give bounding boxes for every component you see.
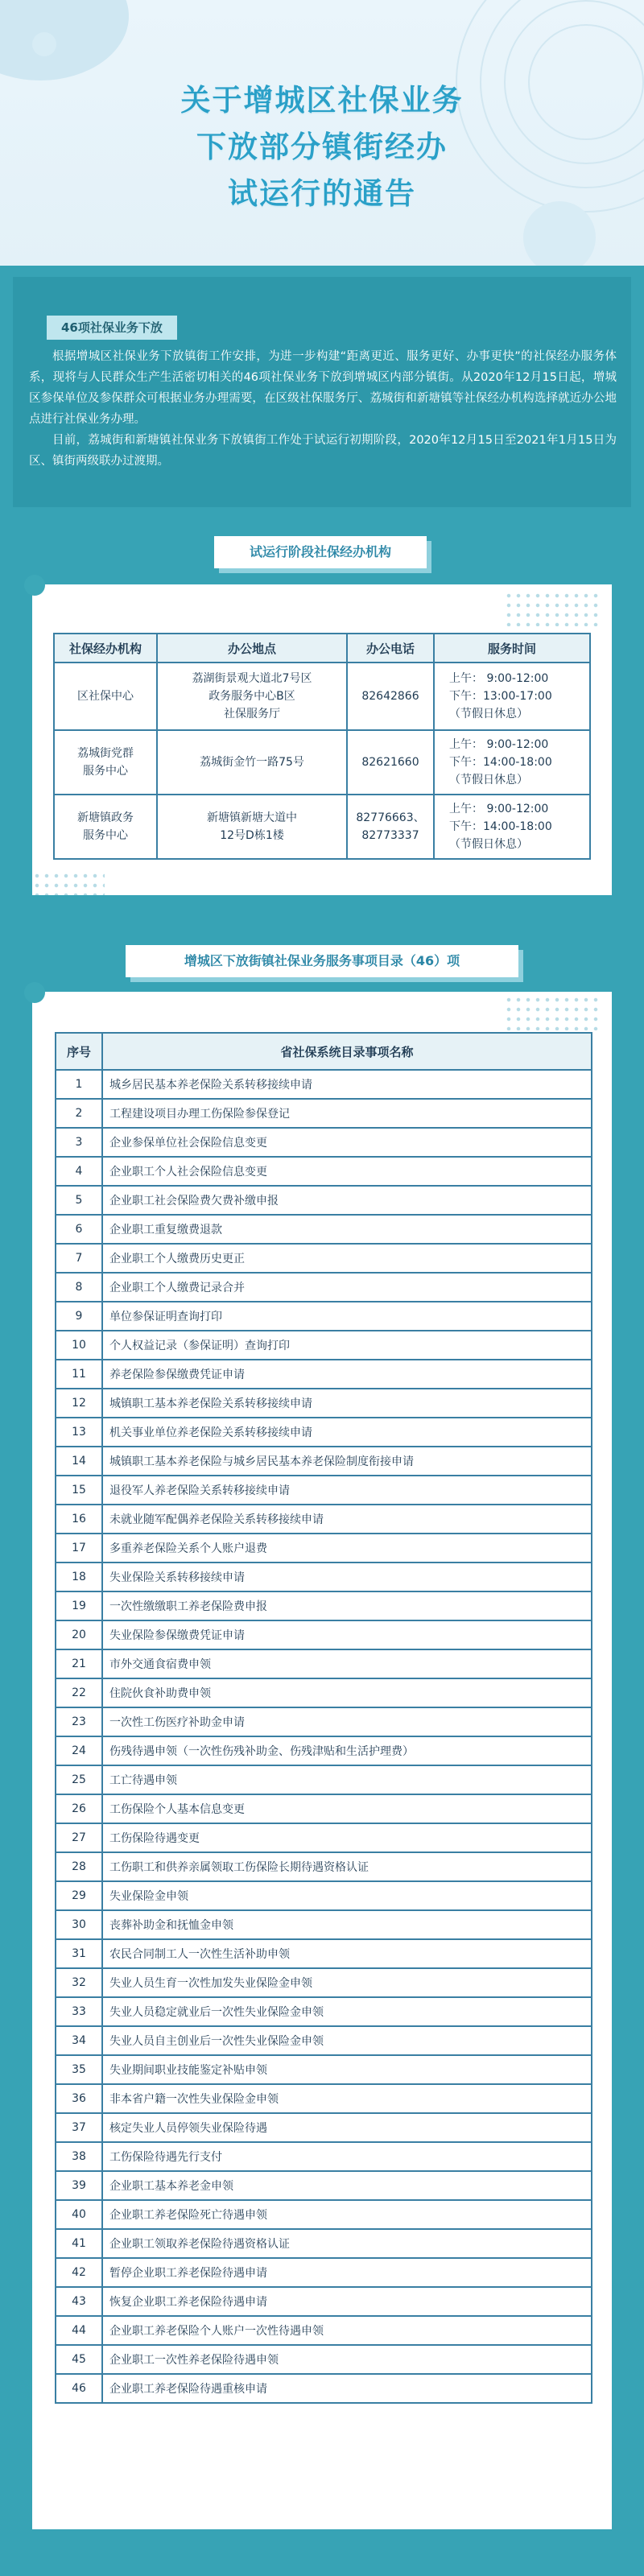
decor-dot xyxy=(24,575,45,596)
office-name xyxy=(54,795,157,859)
item-number: 39 xyxy=(56,2171,102,2200)
item-number: 46 xyxy=(56,2374,102,2403)
table-header: 省社保系统目录事项名称 xyxy=(102,1033,592,1070)
decor-dots xyxy=(504,591,601,626)
item-name: 城乡居民基本养老保险关系转移接续申请 xyxy=(102,1070,592,1099)
cell-line: 荔湖街景观大道北7号区 xyxy=(192,672,312,685)
item-number: 40 xyxy=(56,2200,102,2229)
intro-paragraph: 根据增城区社保业务下放镇街工作安排，为进一步构建“距离更近、服务更好、办事更快”的社保经办服务体系，现将与人民群众生产生活密切相关的46项社保业务下放到增城区内部分镇街。从2020年12月15日起，增城区参保单位及参保群众可根据业务办理需要，在区级社保服务厅、荔城街和新塘镇等社保经办机构选择就近办公地点进行社保业务办理。 xyxy=(29,350,617,426)
item-name: 失业保险参保缴费凭证申请 xyxy=(102,1620,592,1649)
table-row xyxy=(56,2171,592,2200)
item-name: 企业职工个人社会保险信息变更 xyxy=(102,1157,592,1186)
item-name: 非本省户籍一次性失业保险金申领 xyxy=(102,2084,592,2113)
cell-line: 82621660 xyxy=(361,756,419,769)
cell-line: 下午：14:00-18:00 xyxy=(449,820,552,833)
item-number: 6 xyxy=(56,1215,102,1244)
item-name: 一次性缴缴职工养老保险费申报 xyxy=(102,1591,592,1620)
table-row xyxy=(56,1852,592,1881)
offices-card xyxy=(32,584,612,895)
items-card xyxy=(32,992,612,2529)
table-row xyxy=(56,2258,592,2287)
item-number: 18 xyxy=(56,1563,102,1591)
item-number: 4 xyxy=(56,1157,102,1186)
table-row xyxy=(56,2374,592,2403)
table-row xyxy=(56,1534,592,1563)
cell-line: 服务中心 xyxy=(83,829,128,842)
title-line: 试运行的通告 xyxy=(228,176,416,211)
item-number: 30 xyxy=(56,1910,102,1939)
table-row xyxy=(54,730,590,795)
decor-dot xyxy=(32,32,56,56)
cell-line: 上午： 9:00-12:00 xyxy=(449,738,549,751)
table-row xyxy=(56,1244,592,1273)
table-row xyxy=(56,1302,592,1331)
item-number: 28 xyxy=(56,1852,102,1881)
table-row xyxy=(56,1128,592,1157)
cell-line: 服务中心 xyxy=(83,765,128,778)
item-name: 养老保险参保缴费凭证申请 xyxy=(102,1360,592,1389)
cell-line: （节假日休息） xyxy=(449,774,528,786)
item-name: 核定失业人员停领失业保险待遇 xyxy=(102,2113,592,2142)
item-name: 农民合同制工人一次性生活补助申领 xyxy=(102,1939,592,1968)
item-name: 失业保险关系转移接续申请 xyxy=(102,1563,592,1591)
item-name: 市外交通食宿费申领 xyxy=(102,1649,592,1678)
office-hours xyxy=(434,730,590,795)
table-row xyxy=(56,1881,592,1910)
table-row xyxy=(56,2055,592,2084)
item-number: 36 xyxy=(56,2084,102,2113)
item-name: 企业职工社会保险费欠费补缴申报 xyxy=(102,1186,592,1215)
table-row xyxy=(56,1794,592,1823)
item-name: 失业人员生育一次性加发失业保险金申领 xyxy=(102,1968,592,1997)
table-row xyxy=(56,1418,592,1447)
item-number: 21 xyxy=(56,1649,102,1678)
title-line: 关于增城区社保业务 xyxy=(180,83,464,118)
table-header: 社保经办机构 xyxy=(54,634,157,663)
item-number: 42 xyxy=(56,2258,102,2287)
cell-line: 荔城街党群 xyxy=(77,747,134,760)
cell-line: 82773337 xyxy=(361,829,419,842)
item-number: 10 xyxy=(56,1331,102,1360)
item-number: 41 xyxy=(56,2229,102,2258)
intro-panel xyxy=(13,277,631,507)
item-name: 企业职工一次性养老保险待遇申领 xyxy=(102,2345,592,2374)
item-number: 29 xyxy=(56,1881,102,1910)
table-row xyxy=(56,1476,592,1505)
table-row xyxy=(56,1939,592,1968)
office-hours xyxy=(434,795,590,859)
intro-tag: 46项社保业务下放 xyxy=(47,316,177,340)
item-name: 城镇职工基本养老保险与城乡居民基本养老保险制度衔接申请 xyxy=(102,1447,592,1476)
divider xyxy=(0,266,644,277)
table-row xyxy=(56,2026,592,2055)
item-number: 11 xyxy=(56,1360,102,1389)
table-row xyxy=(56,2287,592,2316)
table-row xyxy=(54,663,590,730)
table-row xyxy=(56,1823,592,1852)
table-row xyxy=(56,2200,592,2229)
items-table xyxy=(55,1032,592,2404)
item-name: 机关事业单位养老保险关系转移接续申请 xyxy=(102,1418,592,1447)
table-row xyxy=(56,1273,592,1302)
item-number: 45 xyxy=(56,2345,102,2374)
item-number: 22 xyxy=(56,1678,102,1707)
table-row xyxy=(56,1389,592,1418)
item-name: 个人权益记录（参保证明）查询打印 xyxy=(102,1331,592,1360)
item-name: 企业职工领取养老保险待遇资格认证 xyxy=(102,2229,592,2258)
item-number: 34 xyxy=(56,2026,102,2055)
item-name: 恢复企业职工养老保险待遇申请 xyxy=(102,2287,592,2316)
table-header: 服务时间 xyxy=(434,634,590,663)
offices-table xyxy=(53,633,591,860)
item-name: 失业保险金申领 xyxy=(102,1881,592,1910)
table-row xyxy=(56,1360,592,1389)
page-title xyxy=(0,77,644,217)
item-number: 2 xyxy=(56,1099,102,1128)
cell-line: 82642866 xyxy=(361,690,419,703)
item-number: 27 xyxy=(56,1823,102,1852)
item-name: 失业期间职业技能鉴定补贴申领 xyxy=(102,2055,592,2084)
cell-line: 政务服务中心B区 xyxy=(208,690,295,703)
item-name: 企业职工重复缴费退款 xyxy=(102,1215,592,1244)
item-number: 14 xyxy=(56,1447,102,1476)
office-name xyxy=(54,663,157,730)
item-number: 43 xyxy=(56,2287,102,2316)
decor-blob xyxy=(0,0,129,80)
table-row xyxy=(56,1505,592,1534)
table-header: 办公地点 xyxy=(157,634,347,663)
item-number: 3 xyxy=(56,1128,102,1157)
table-row xyxy=(56,1447,592,1476)
item-number: 19 xyxy=(56,1591,102,1620)
table-row xyxy=(56,1563,592,1591)
office-hours xyxy=(434,663,590,730)
item-number: 7 xyxy=(56,1244,102,1273)
item-number: 5 xyxy=(56,1186,102,1215)
item-number: 13 xyxy=(56,1418,102,1447)
item-name: 工伤保险待遇变更 xyxy=(102,1823,592,1852)
intro-text xyxy=(29,346,617,472)
item-name: 工伤保险待遇先行支付 xyxy=(102,2142,592,2171)
table-row xyxy=(56,2345,592,2374)
item-number: 33 xyxy=(56,1997,102,2026)
table-row xyxy=(56,2113,592,2142)
item-name: 伤残待遇申领（一次性伤残补助金、伤残津贴和生活护理费） xyxy=(102,1736,592,1765)
item-number: 44 xyxy=(56,2316,102,2345)
cell-line: 12号D栋1楼 xyxy=(220,829,284,842)
item-number: 24 xyxy=(56,1736,102,1765)
item-number: 20 xyxy=(56,1620,102,1649)
item-number: 17 xyxy=(56,1534,102,1563)
table-header: 办公电话 xyxy=(347,634,434,663)
item-number: 26 xyxy=(56,1794,102,1823)
cell-line: 下午：14:00-18:00 xyxy=(449,756,552,769)
item-number: 35 xyxy=(56,2055,102,2084)
item-number: 31 xyxy=(56,1939,102,1968)
table-row xyxy=(56,2316,592,2345)
item-number: 32 xyxy=(56,1968,102,1997)
item-name: 工程建设项目办理工伤保险参保登记 xyxy=(102,1099,592,1128)
table-row xyxy=(56,2142,592,2171)
cell-line: 荔城街金竹一路75号 xyxy=(200,756,304,769)
table-row xyxy=(56,1157,592,1186)
item-number: 16 xyxy=(56,1505,102,1534)
section-title-offices: 试运行阶段社保经办机构 xyxy=(214,536,427,568)
table-row xyxy=(56,1070,592,1099)
office-name xyxy=(54,730,157,795)
item-name: 企业职工个人缴费历史更正 xyxy=(102,1244,592,1273)
cell-line: 下午：13:00-17:00 xyxy=(449,690,552,703)
title-line: 下放部分镇街经办 xyxy=(196,130,448,164)
table-row xyxy=(56,1331,592,1360)
table-row xyxy=(56,1765,592,1794)
table-row xyxy=(56,1707,592,1736)
item-number: 23 xyxy=(56,1707,102,1736)
table-row xyxy=(56,2229,592,2258)
table-row xyxy=(56,1910,592,1939)
table-row xyxy=(56,1591,592,1620)
item-name: 住院伙食补助费申领 xyxy=(102,1678,592,1707)
office-address xyxy=(157,663,347,730)
table-row xyxy=(56,1620,592,1649)
item-name: 未就业随军配偶养老保险关系转移接续申请 xyxy=(102,1505,592,1534)
table-row xyxy=(56,1997,592,2026)
table-row xyxy=(56,1678,592,1707)
item-name: 企业职工基本养老金申领 xyxy=(102,2171,592,2200)
item-number: 37 xyxy=(56,2113,102,2142)
item-name: 企业职工养老保险个人账户一次性待遇申领 xyxy=(102,2316,592,2345)
item-number: 25 xyxy=(56,1765,102,1794)
office-phone xyxy=(347,795,434,859)
item-name: 城镇职工基本养老保险关系转移接续申请 xyxy=(102,1389,592,1418)
item-number: 38 xyxy=(56,2142,102,2171)
cell-line: 上午： 9:00-12:00 xyxy=(449,803,549,815)
item-name: 一次性工伤医疗补助金申请 xyxy=(102,1707,592,1736)
cell-line: 新塘镇政务 xyxy=(77,811,134,824)
footer-band xyxy=(0,2529,644,2576)
item-number: 12 xyxy=(56,1389,102,1418)
item-name: 企业职工养老保险待遇重核申请 xyxy=(102,2374,592,2403)
decor-dots xyxy=(504,995,601,1030)
intro-paragraph: 目前，荔城街和新塘镇社保业务下放镇街工作处于试运行初期阶段，2020年12月15日至2021年1月15日为区、镇街两级联办过渡期。 xyxy=(29,434,617,468)
table-row xyxy=(54,795,590,859)
cell-line: （节假日休息） xyxy=(449,708,528,720)
office-phone xyxy=(347,663,434,730)
decor-dot xyxy=(24,982,45,1003)
table-row xyxy=(56,1968,592,1997)
item-name: 暂停企业职工养老保险待遇申请 xyxy=(102,2258,592,2287)
item-number: 1 xyxy=(56,1070,102,1099)
table-row xyxy=(56,1215,592,1244)
table-row xyxy=(56,1649,592,1678)
item-name: 失业人员自主创业后一次性失业保险金申领 xyxy=(102,2026,592,2055)
item-name: 企业职工个人缴费记录合并 xyxy=(102,1273,592,1302)
cell-line: 新塘镇新塘大道中 xyxy=(207,811,297,824)
header xyxy=(0,0,644,266)
item-number: 8 xyxy=(56,1273,102,1302)
section-title-items: 增城区下放街镇社保业务服务事项目录（46）项 xyxy=(126,945,518,977)
cell-line: （节假日休息） xyxy=(449,838,528,851)
item-name: 工伤保险个人基本信息变更 xyxy=(102,1794,592,1823)
cell-line: 社保服务厅 xyxy=(224,708,280,720)
table-row xyxy=(56,2084,592,2113)
table-row xyxy=(56,1186,592,1215)
item-name: 单位参保证明查询打印 xyxy=(102,1302,592,1331)
item-name: 工伤职工和供养亲属领取工伤保险长期待遇资格认证 xyxy=(102,1852,592,1881)
decor-dots xyxy=(32,871,105,895)
item-name: 丧葬补助金和抚恤金申领 xyxy=(102,1910,592,1939)
office-address xyxy=(157,795,347,859)
table-row xyxy=(56,1099,592,1128)
cell-line: 上午： 9:00-12:00 xyxy=(449,672,549,685)
item-name: 企业职工养老保险死亡待遇申领 xyxy=(102,2200,592,2229)
item-number: 15 xyxy=(56,1476,102,1505)
item-name: 失业人员稳定就业后一次性失业保险金申领 xyxy=(102,1997,592,2026)
table-row xyxy=(56,1736,592,1765)
item-name: 退役军人养老保险关系转移接续申请 xyxy=(102,1476,592,1505)
cell-line: 区社保中心 xyxy=(77,690,134,703)
item-name: 多重养老保险关系个人账户退费 xyxy=(102,1534,592,1563)
item-name: 工亡待遇申领 xyxy=(102,1765,592,1794)
table-header: 序号 xyxy=(56,1033,102,1070)
item-name: 企业参保单位社会保险信息变更 xyxy=(102,1128,592,1157)
office-phone xyxy=(347,730,434,795)
cell-line: 82776663、 xyxy=(356,811,425,824)
item-number: 9 xyxy=(56,1302,102,1331)
office-address xyxy=(157,730,347,795)
